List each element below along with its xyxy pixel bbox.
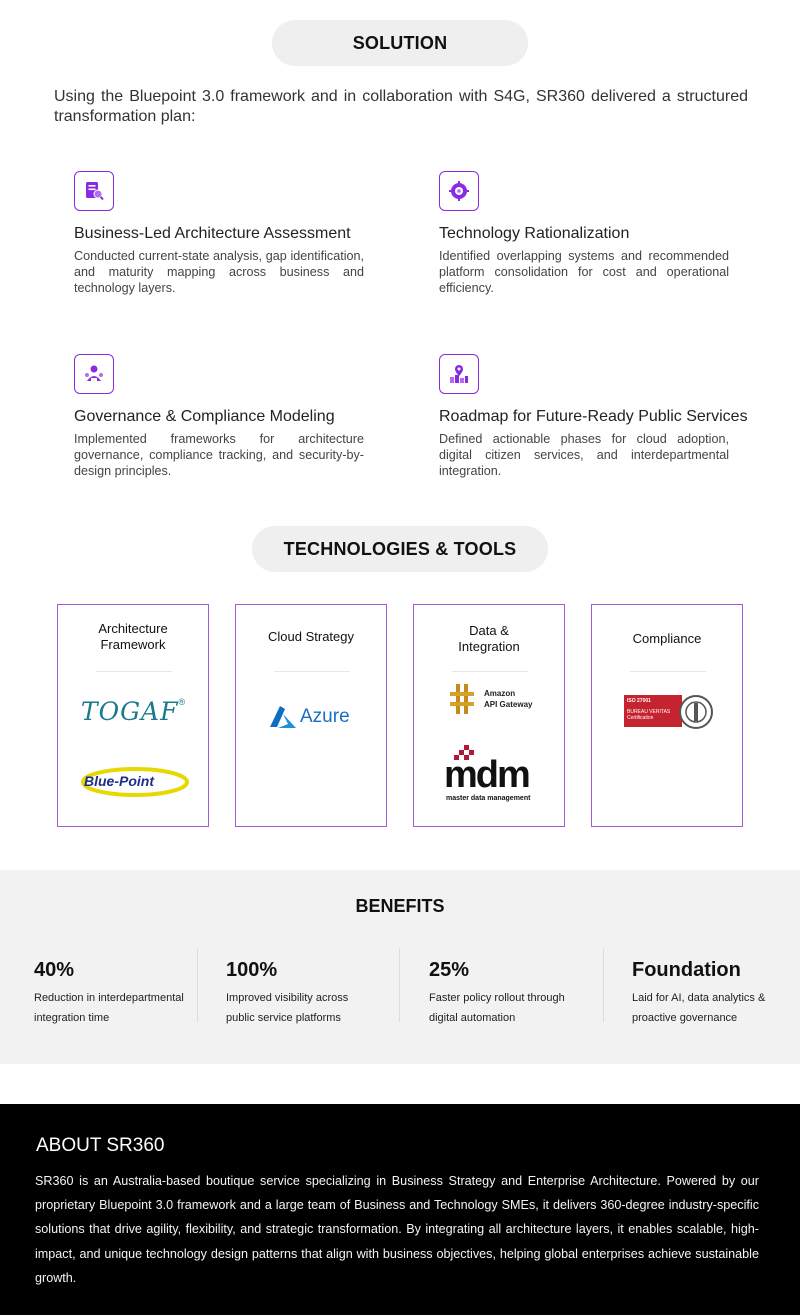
benefit-desc: Laid for AI, data analytics & proactive governance [632, 992, 766, 1024]
benefit-value: 40% [34, 959, 75, 981]
feature-title: Governance & Compliance Modeling [74, 408, 335, 425]
azure-logo: Azure [268, 705, 350, 729]
assessment-icon [74, 171, 114, 211]
bluepoint-logo: Blue-Point [80, 765, 190, 799]
benefit-desc: Reduction in interdepartmental integration time [34, 992, 184, 1024]
feature-title: Technology Rationalization [439, 225, 630, 242]
feature-desc: Implemented frameworks for architecture governance, compliance tracking, and security-by-design principles. [74, 432, 364, 478]
benefit-item [226, 958, 356, 1028]
benefit-value: 100% [226, 959, 278, 981]
about-text: SR360 is an Australia-based boutique service specializing in Business Strategy and Enterprise Architecture. Powered by our proprietary Bluepoint 3.0 framework and a large team of Business and Technology SMEs, it delivers 360-degree industry-specific solutions that drive agility, flexibility, and strategic transformation. By integrating all architecture layers, it enables scalable, high-impact, and unique technology design patterns that align with business objectives, helping global enterprises achieve sustainable growth. [35, 1174, 759, 1285]
tech-heading: TECHNOLOGIES & TOOLS [252, 526, 548, 572]
tech-card-cloud [235, 604, 387, 827]
benefits-section [0, 870, 800, 1064]
feature-card [74, 354, 364, 479]
benefit-item [34, 958, 184, 1028]
divider [399, 948, 400, 1022]
feature-desc: Identified overlapping systems and recommended platform consolidation for cost and operational efficiency. [439, 249, 729, 295]
togaf-logo: TOGAF® [80, 697, 186, 726]
feature-desc: Conducted current-state analysis, gap identification, and maturity mapping across business and technology layers. [74, 249, 364, 295]
roadmap-icon [439, 354, 479, 394]
tech-card-architecture [57, 604, 209, 827]
feature-title: Roadmap for Future-Ready Public Services [439, 408, 748, 425]
benefit-desc: Faster policy rollout through digital automation [429, 992, 565, 1024]
feature-card [74, 171, 364, 296]
divider [452, 671, 528, 672]
rationalization-icon [439, 171, 479, 211]
api-gateway-logo: Amazon API Gateway [448, 683, 532, 715]
solution-intro: Using the Bluepoint 3.0 framework and in collaboration with S4G, SR360 delivered a structured transformation plan: [54, 88, 748, 125]
divider [197, 948, 198, 1022]
benefit-value: Foundation [632, 959, 741, 981]
about-section [0, 1104, 800, 1315]
benefit-item [632, 958, 772, 1028]
feature-card [439, 171, 729, 296]
tech-card-data: Data & Integration Amazon API Gateway mdm master data management [413, 604, 565, 827]
feature-desc: Defined actionable phases for cloud adoption, digital citizen services, and interdepartmental integration. [439, 432, 729, 478]
tech-card-title: Architecture Framework [98, 621, 168, 652]
tech-card-title: Cloud Strategy [268, 629, 354, 644]
benefit-value: 25% [429, 959, 470, 981]
about-heading: ABOUT SR360 [36, 1135, 165, 1156]
divider [274, 671, 350, 672]
benefits-heading: BENEFITS [355, 896, 445, 916]
tech-card-title: Compliance [632, 631, 702, 646]
solution-heading: SOLUTION [272, 20, 528, 66]
azure-icon [268, 705, 298, 729]
benefit-item [429, 958, 569, 1028]
api-gateway-icon [448, 683, 476, 715]
divider [96, 671, 172, 672]
benefit-desc: Improved visibility across public service platforms [226, 992, 349, 1024]
divider [603, 948, 604, 1022]
bureau-veritas-logo: ISO 27001 BUREAU VERITAS Certification [624, 693, 714, 731]
feature-card [439, 354, 748, 479]
feature-title: Business-Led Architecture Assessment [74, 225, 351, 242]
divider [630, 671, 706, 672]
tech-card-compliance [591, 604, 743, 827]
governance-icon [74, 354, 114, 394]
tech-card-title: Data & Integration [458, 623, 520, 654]
